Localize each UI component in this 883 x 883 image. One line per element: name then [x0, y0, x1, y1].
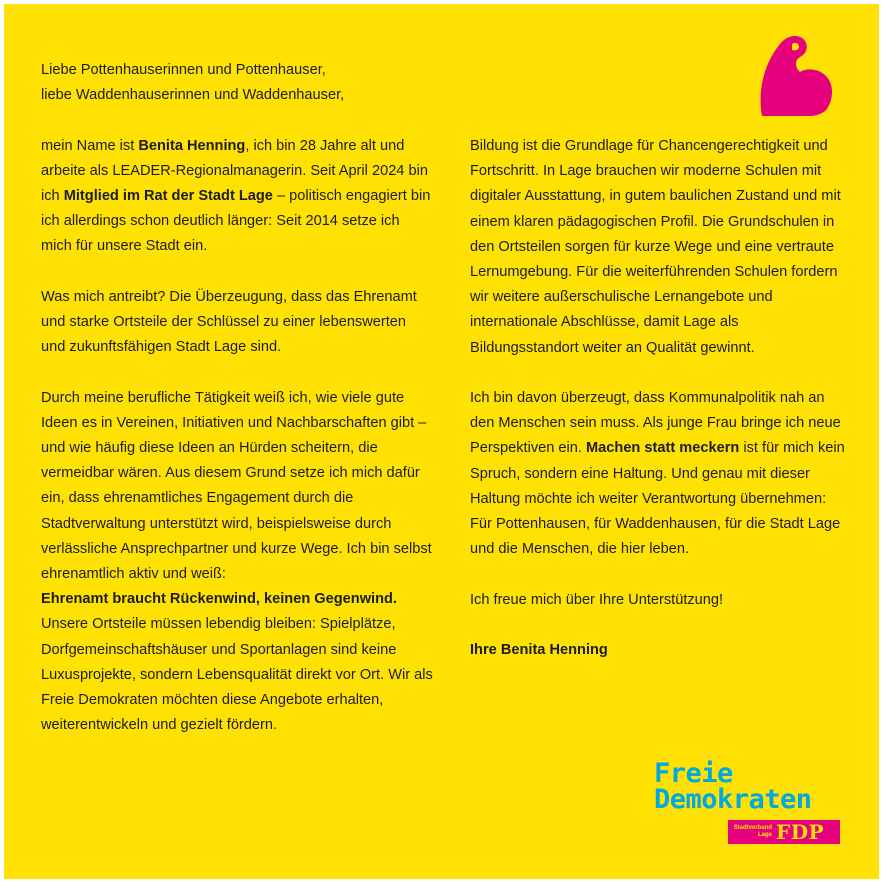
- volunteering-paragraph: Durch meine berufliche Tätigkeit weiß ich, wie viele gute Ideen es in Vereinen, Initiativen und Nachbarschaften gibt – und wie häufig diese Ideen an Hürden scheitern, die vermeidbar wären. Aus diesem Grund setze ich mich dafür ein, dass ehrenamtliches Engagement durch die Stadtverwaltung unterstützt wird, beispielsweise durch verlässliche Ansprechpartner und kurze Wege. Ich bin selbst ehrenamtlich aktiv und weiß:: [41, 389, 432, 583]
- right-column: [470, 134, 848, 663]
- education-paragraph: Bildung ist die Grundlage für Chancengerechtigkeit und Fortschritt. In Lage brauchen wir moderne Schulen mit digitaler Ausstattung, in gutem baulichen Zustand und mit einem klaren pädagogischen Profil. Die Grundschulen in den Ortsteilen sorgen für kurze Wege und eine vertraute Lernumgebung. Für die weiterführenden Schulen fordern wir weitere außerschulische Lernangebote und internationale Abschlüsse, damit Lage als Bildungsstandort weiter an Qualität gewinnt.: [470, 138, 841, 356]
- signature: [470, 638, 848, 663]
- candidate-name: Benita Henning: [138, 137, 246, 154]
- fdp-logo: [654, 760, 844, 844]
- left-column: [41, 58, 433, 738]
- greeting-line-1: Liebe Pottenhauserinnen und Pottenhauser,: [41, 62, 326, 78]
- logo-party-box: [728, 820, 840, 844]
- logo-line-freie: Freie: [654, 758, 733, 789]
- conviction-text-1: Ich bin davon überzeugt, dass Kommunalpolitik nah an den Menschen sein muss. Als junge Frau bringe ich neue Perspektiven ein.: [470, 390, 841, 457]
- districts-paragraph: Unsere Ortsteile müssen lebendig bleiben: Spielplätze, Dorfgemeinschaftshäuser und Sportanlagen sind keine Luxusprojekte, sondern Lebensqualität direkt vor Ort. Wir als Freie Demokraten möchten diese Angebote erhalten, weiterentwickeln und gezielt fördern.: [41, 616, 433, 734]
- signature-text: Ihre Benita Henning: [470, 642, 608, 659]
- intro-text-3: – politisch engagiert bin ich allerdings schon deutlich länger: Seit 2014 setze ich mich für unsere Stadt ein.: [41, 188, 431, 255]
- flyer-page: [4, 4, 879, 879]
- motto-highlight: Machen statt meckern: [586, 440, 740, 457]
- greeting-line-2: liebe Waddenhauserinnen und Waddenhauser,: [41, 87, 345, 104]
- greeting: [41, 58, 433, 108]
- council-member-highlight: Mitglied im Rat der Stadt Lage: [63, 188, 273, 204]
- motivation-paragraph: Was mich antreibt? Die Überzeugung, dass das Ehrenamt und starke Ortsteile der Schlüssel zu einer lebenswerten und zukunftsfähigen Stadt Lage sind.: [41, 288, 417, 356]
- logo-fdp-text: FDP: [776, 820, 825, 844]
- volunteering-slogan: [41, 587, 433, 612]
- conviction-paragraph: [470, 386, 848, 562]
- flexed-biceps-icon: [754, 34, 834, 116]
- conviction-text-2: ist für mich kein Spruch, sondern eine Haltung. Und genau mit dieser Haltung möchte ich weiter Verantwortung übernehmen: Für Pottenhausen, für Waddenhausen, für die Stadt Lage und die Menschen, die hier leben.: [470, 440, 845, 558]
- intro-text-1: mein Name ist: [41, 137, 139, 154]
- logo-local-association: [732, 825, 772, 839]
- thanks-line: Ich freue mich über Ihre Unterstützung!: [470, 591, 724, 608]
- intro-paragraph: [41, 134, 433, 260]
- logo-small-line-1: Stadtverband: [733, 825, 772, 831]
- logo-small-line-2: Lage: [757, 832, 772, 838]
- volunteering-slogan-text: Ehrenamt braucht Rückenwind, keinen Gegenwind.: [41, 591, 397, 608]
- logo-line-demokraten: Demokraten: [654, 784, 812, 815]
- intro-text-2: , ich bin 28 Jahre alt und arbeite als LEADER-Regionalmanagerin. Seit April 2024 bin ich: [41, 137, 428, 204]
